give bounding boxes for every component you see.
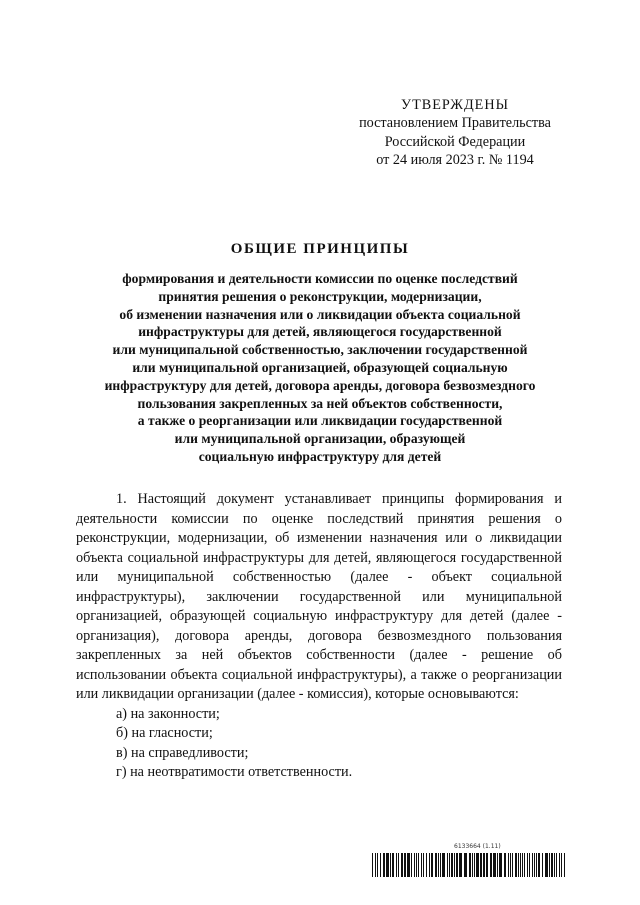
approval-line-decree: постановлением Правительства bbox=[359, 115, 551, 132]
subtitle-line: пользования закрепленных за ней объектов собственности, bbox=[137, 395, 503, 411]
document-title: ОБЩИЕ ПРИНЦИПЫ bbox=[230, 241, 410, 257]
subtitle-line: инфраструктуры для детей, являющегося государственной bbox=[138, 324, 502, 340]
subtitle-line: принятия решения о реконструкции, модернизации, bbox=[158, 288, 482, 304]
approval-heading: УТВЕРЖДЕНЫ bbox=[401, 97, 509, 113]
subtitle-line: формирования и деятельности комиссии по оценке последствий bbox=[122, 271, 518, 286]
list-item: в) на справедливости; bbox=[116, 744, 249, 761]
approval-line-date-number: от 24 июля 2023 г. № 1194 bbox=[376, 152, 534, 169]
subtitle-line: об изменении назначения или о ликвидации объекта социальной bbox=[119, 306, 521, 322]
subtitle-line: социальную инфраструктуру для детей bbox=[198, 448, 442, 464]
subtitle-line: или муниципальной организацией, образующей социальную bbox=[132, 359, 508, 375]
subtitle-line: а также о реорганизации или ликвидации государственной bbox=[137, 413, 503, 429]
subtitle-line: инфраструктуру для детей, договора аренды, договора безвозмездного bbox=[104, 377, 536, 393]
list-item: а) на законности; bbox=[116, 705, 220, 722]
list-item: г) на неотвратимости ответственности. bbox=[116, 764, 353, 780]
subtitle-line: или муниципальной собственностью, заключении государственной bbox=[112, 342, 528, 358]
list-item: б) на гласности; bbox=[116, 725, 213, 741]
subtitle-line: или муниципальной организации, образующей bbox=[174, 431, 466, 447]
barcode-icon bbox=[372, 853, 566, 877]
document-body bbox=[76, 490, 562, 783]
document-subtitle bbox=[70, 270, 570, 466]
approval-stamp bbox=[330, 96, 580, 170]
paragraph-1: 1. Настоящий документ устанавливает принципы формирования и деятельности комиссии по оценке последствий принятия решения о реконструкции, модернизации, об изменении назначения или о ликвидации объекта социальной инфраструктуры для детей, являющегося государственной или муниципальной собственностью (далее - объект социальной инфраструктуры), заключении государственной или муниципальной организацией, образующей социальную инфраструктуру для детей (далее - организация), договора аренды, договора безвозмездного пользования закрепленных за ней объектов собственности (далее - решение об использовании объекта социальной инфраструктуры), а также о реорганизации или ликвидации организации (далее - комиссия), которые основываются: bbox=[76, 491, 562, 702]
document-code: 6133664 (1.11) bbox=[454, 843, 501, 850]
approval-line-federation: Российской Федерации bbox=[384, 133, 526, 150]
